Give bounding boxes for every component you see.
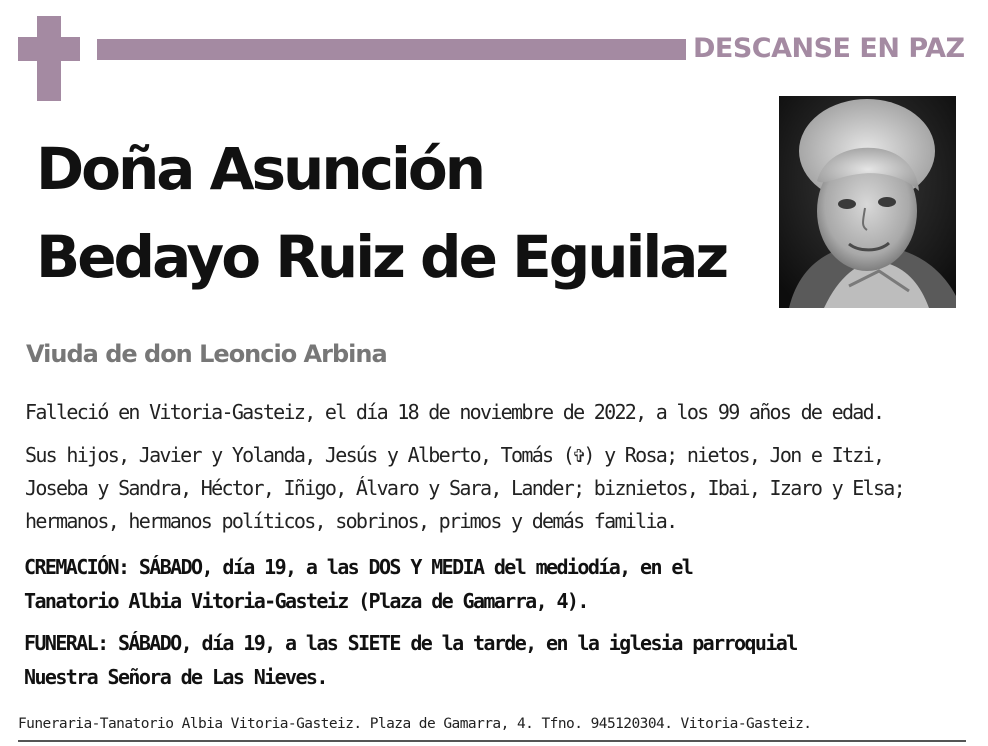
rip-label: DESCANSE EN PAZ (693, 33, 965, 64)
cross-icon-arm (18, 37, 80, 61)
cremation-line: Tanatorio Albia Vitoria-Gasteiz (Plaza de Gamarra, 4). (24, 589, 588, 613)
funeral-line: Nuestra Señora de Las Nieves. (24, 665, 327, 689)
family-line: Joseba y Sandra, Héctor, Iñigo, Álvaro y Sara, Lander; biznietos, Ibai, Izaro y Elsa; (25, 476, 904, 500)
footer-rule (18, 740, 966, 742)
deceased-name-line2: Bedayo Ruiz de Eguilaz (36, 223, 727, 291)
portrait-photo (779, 96, 956, 308)
cremation-notice (24, 550, 969, 618)
funeral-notice (24, 626, 969, 694)
deceased-name-line1: Doña Asunción (36, 135, 484, 203)
family-line: Sus hijos, Javier y Yolanda, Jesús y Alberto, Tomás (✞) y Rosa; nietos, Jon e Itzi, (25, 443, 884, 467)
funeral-line: FUNERAL: SÁBADO, día 19, a las SIETE de la tarde, en la iglesia parroquial (24, 631, 797, 655)
header-bar (97, 39, 686, 60)
funeral-home-footer: Funeraria-Tanatorio Albia Vitoria-Gasteiz. Plaza de Gamarra, 4. Tfno. 945120304. Vitoria-Gasteiz. (18, 716, 812, 732)
family-paragraph (25, 439, 970, 538)
cremation-line: CREMACIÓN: SÁBADO, día 19, a las DOS Y MEDIA del mediodía, en el (24, 555, 693, 579)
subtitle-widow: Viuda de don Leoncio Arbina (26, 340, 387, 368)
family-line: hermanos, hermanos políticos, sobrinos, primos y demás familia. (25, 509, 677, 533)
death-notice-text: Falleció en Vitoria-Gasteiz, el día 18 de noviembre de 2022, a los 99 años de edad. (25, 400, 884, 424)
